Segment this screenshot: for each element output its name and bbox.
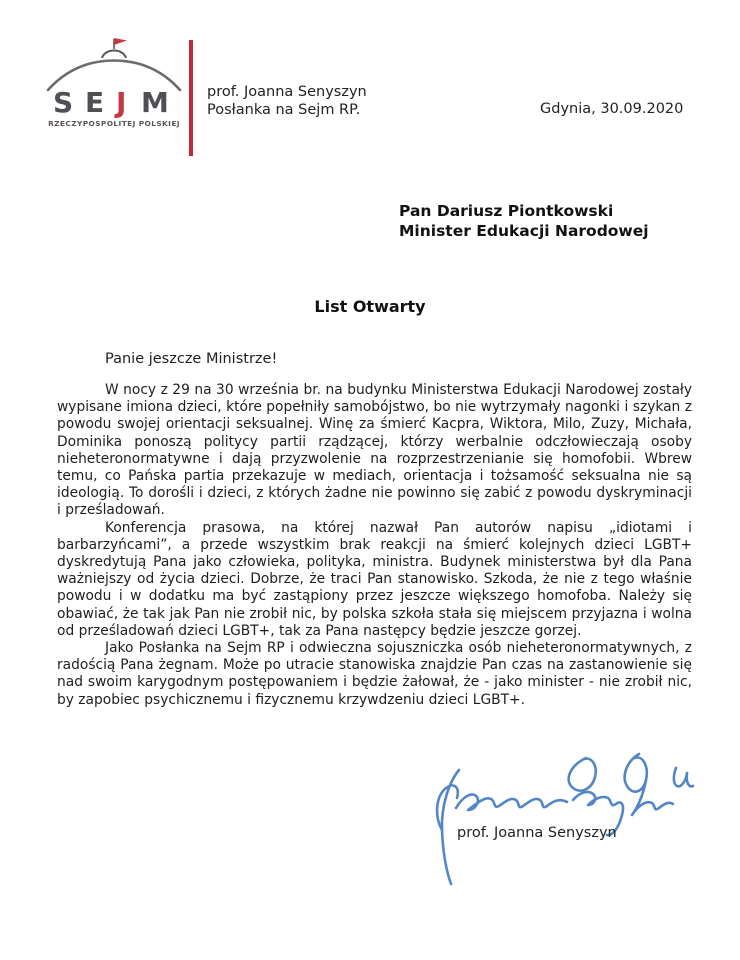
recipient-role: Minister Edukacji Narodowej (399, 222, 649, 240)
paragraph-1: W nocy z 29 na 30 września br. na budynku Ministerstwa Edukacji Narodowej zostały wypisane imiona dzieci, które popełniły samobójstwo, bo nie wytrzymały nagonki i szykan z powodu swojej orientacji seksualnej. Winę za śmierć Kacpra, Wiktora, Milo, Zuzy, Michała, Dominika ponoszą politycy partii rządzącej, którzy werbalnie odczłowieczają osoby nieheteronormatywne i dają przyzwolenie na rozprzestrzenianie się homofobii. Wbrew temu, co Pańska partia przekazuje w mediach, orientacja i tożsamość seksualna nie są ideologią. To dorośli i dzieci, z których żadne nie powinno się zabić z powodu dyskryminacji i prześladowań. (57, 382, 692, 519)
salutation: Panie jeszcze Ministrze! (105, 351, 278, 367)
signatory-typed-name: prof. Joanna Senyszyn (457, 825, 617, 841)
recipient-name: Pan Dariusz Piontkowski (399, 202, 614, 220)
sender-block (207, 83, 367, 119)
recipient-block (399, 201, 649, 241)
flag-icon (114, 38, 127, 45)
letterhead-divider (189, 40, 193, 156)
handwritten-signature-icon (423, 748, 703, 898)
sender-name: prof. Joanna Senyszyn (207, 84, 367, 100)
logo-subtitle: RZECZYPOSPOLITEJ POLSKIEJ (48, 119, 180, 128)
sender-title: Posłanka na Sejm RP. (207, 102, 361, 118)
sejm-dome-icon (44, 36, 184, 136)
cupola-icon (102, 51, 126, 59)
signature-block (423, 748, 703, 898)
letter-title: List Otwarty (314, 297, 426, 316)
letter-body (57, 382, 692, 709)
sejm-logo (44, 36, 184, 136)
paragraph-3: Jako Posłanka na Sejm RP i odwieczna sojuszniczka osób nieheteronormatywnych, z radością Pana żegnam. Może po utracie stanowiska znajdzie Pan czas na zastanowienie się nad swoim karygodnym postępowaniem i będzie żałował, że - jako minister - nie zrobił nic, by zapobiec psychicznemu i fizycznemu krzywdzeniu dzieci LGBT+. (57, 640, 692, 708)
paragraph-2: Konferencja prasowa, na której nazwał Pan autorów napisu „idiotami i barbarzyńcami”, a przede wszystkim brak reakcji na śmierć kolejnych dzieci LGBT+ dyskredytują Pana jako człowieka, polityka, ministra. Budynek ministerstwa był dla Pana ważniejszy od życia dzieci. Dobrze, że traci Pan stanowisko. Szkoda, że nie z tego właśnie powodu i w dodatku ma być zastąpiony przez jeszcze większego homofoba. Należy się obawiać, że tak jak Pan nie zrobił nic, by polska szkoła stała się miejscem przyjazna i wolna od prześladowań dzieci LGBT+, tak za Pana następcy będzie jeszcze gorzej. (57, 519, 692, 639)
place-date: Gdynia, 30.09.2020 (540, 101, 684, 117)
logo-letters: S E J M (53, 86, 169, 119)
